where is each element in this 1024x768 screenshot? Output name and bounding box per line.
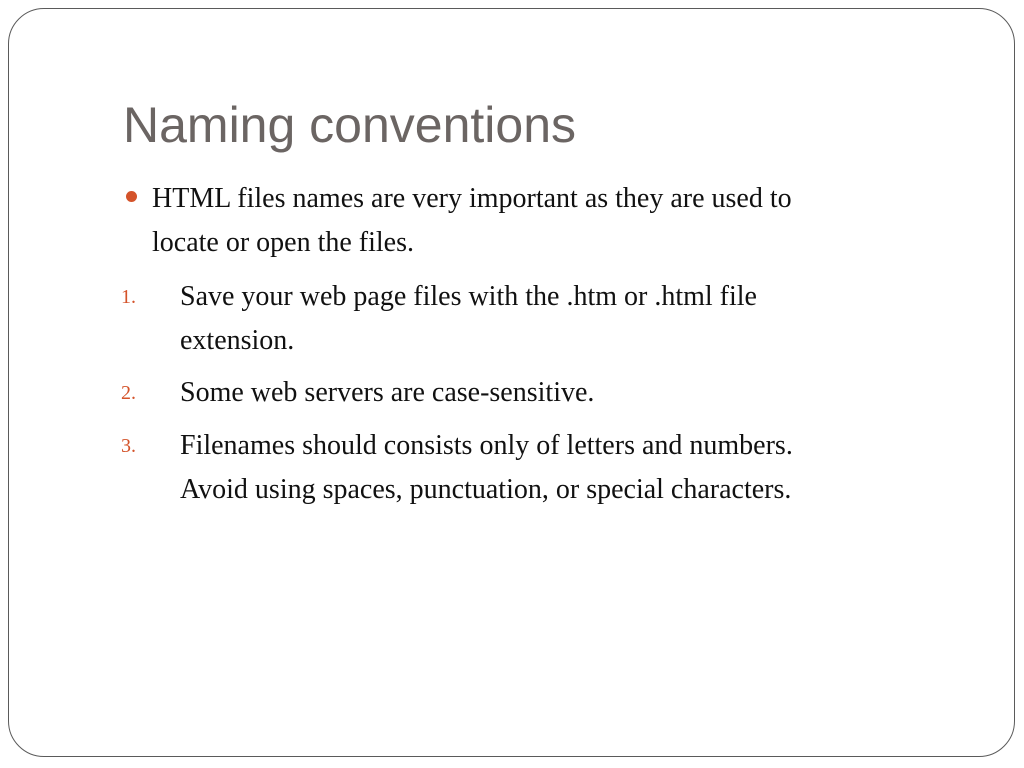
list-item-line: Avoid using spaces, punctuation, or special characters. bbox=[180, 474, 792, 505]
list-item-line: Filenames should consists only of letters and numbers. bbox=[180, 430, 793, 461]
list-item-3 bbox=[180, 424, 940, 512]
list-marker-1: 1. bbox=[121, 286, 136, 308]
slide-frame bbox=[8, 8, 1015, 757]
list-item-line: Save your web page files with the .htm or .html file bbox=[180, 281, 757, 312]
list-marker-2: 2. bbox=[121, 382, 136, 404]
list-item-line: extension. bbox=[180, 325, 295, 356]
bullet-item bbox=[152, 177, 942, 265]
list-item-2 bbox=[180, 371, 940, 415]
list-marker-3: 3. bbox=[121, 435, 136, 457]
list-item-1 bbox=[180, 275, 940, 363]
bullet-line: HTML files names are very important as they are used to bbox=[152, 183, 792, 214]
list-item-line: Some web servers are case-sensitive. bbox=[180, 377, 595, 408]
bullet-line: locate or open the files. bbox=[152, 227, 415, 258]
slide-title: Naming conventions bbox=[123, 97, 577, 153]
bullet-icon bbox=[126, 191, 137, 202]
